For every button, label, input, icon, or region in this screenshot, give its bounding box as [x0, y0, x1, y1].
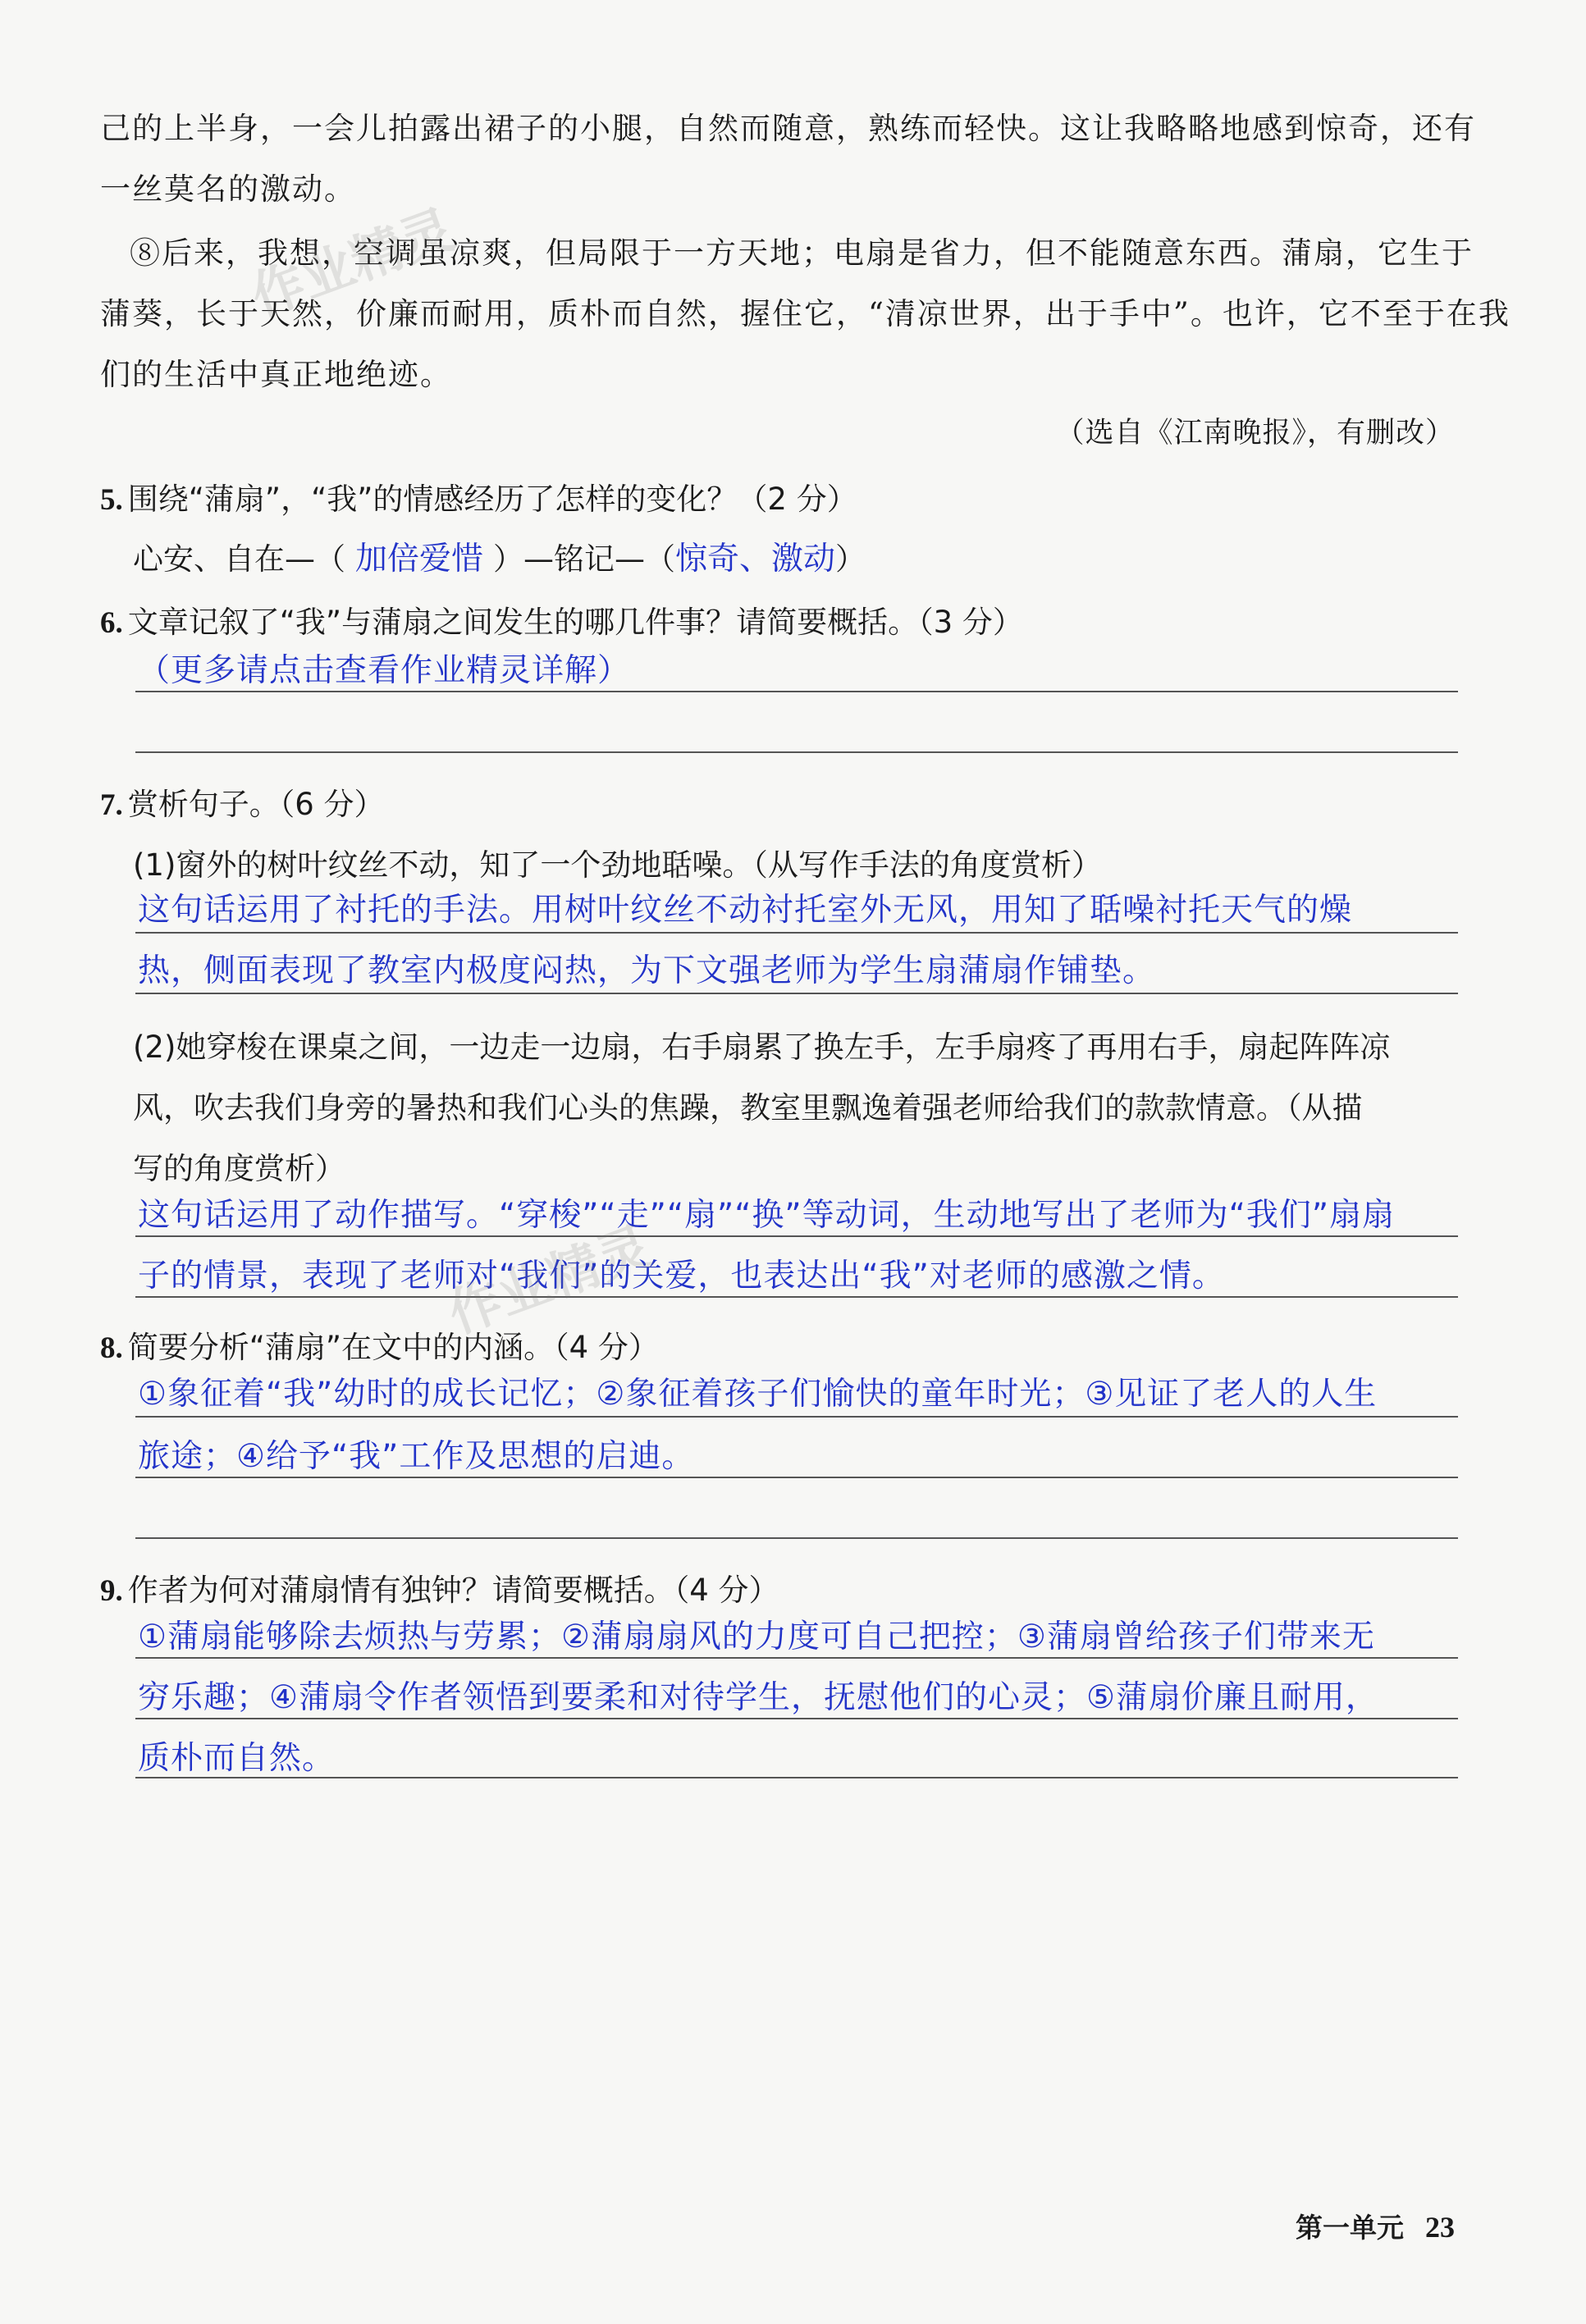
- answer-line-text: ①蒲扇能够除去烦热与劳累；②蒲扇扇风的力度可自己把控；③蒲扇曾给孩子们带来无: [138, 1619, 1375, 1655]
- question-text: 围绕“蒲扇”，“我”的情感经历了怎样的变化？（2 分）: [127, 482, 857, 517]
- question-number: 6.: [100, 606, 123, 640]
- answer-line: [135, 751, 1458, 753]
- question-6: [100, 597, 1023, 641]
- answer-line: [135, 1537, 1458, 1539]
- page-footer: [1296, 2207, 1455, 2245]
- answer-line-text: 穷乐趣；④蒲扇令作者领悟到要柔和对待学生，抚慰他们的心灵；⑤蒲扇价廉且耐用，: [138, 1679, 1378, 1716]
- source-citation: （选自《江南晚报》，有删改）: [1055, 417, 1455, 450]
- question-number: 5.: [100, 483, 123, 517]
- answer-line: [135, 691, 1458, 692]
- question-number: 7.: [100, 788, 123, 822]
- answer-prefix: 心安、自在—（: [133, 541, 345, 577]
- watermark: 作业精灵: [441, 1217, 659, 1346]
- answer-line: [135, 1657, 1458, 1659]
- question-7: [100, 779, 385, 824]
- answer-line: [135, 1416, 1458, 1418]
- question-text: 文章记叙了“我”与蒲扇之间发生的哪几件事？请简要概括。（3 分）: [127, 605, 1023, 640]
- question-8: [100, 1322, 659, 1367]
- answer-line-text: 质朴而自然。: [138, 1740, 336, 1777]
- answer-line: [135, 1235, 1458, 1237]
- question-number: 8.: [100, 1331, 123, 1365]
- answer-line: [135, 1477, 1458, 1478]
- answer-mid: ）—铭记—（: [493, 541, 676, 577]
- answer-line: [135, 1296, 1458, 1298]
- answer-line-text: 这句话运用了衬托的手法。用树叶纹丝不动衬托室外无风，用知了聒噪衬托天气的燥: [138, 892, 1353, 929]
- answer-line: [135, 993, 1458, 994]
- answer-suffix: ）: [835, 541, 866, 577]
- answer-fill-1: 加倍爱惜: [355, 541, 484, 578]
- watermark: 作业精灵: [244, 199, 462, 329]
- answer-line: [135, 1718, 1458, 1719]
- question-5: [100, 474, 857, 518]
- question-9: [100, 1565, 779, 1609]
- passage-line: 己的上半身，一会儿拍露出裙子的小腿，自然而随意，熟练而轻快。这让我略略地感到惊奇，还有: [100, 111, 1476, 146]
- answer-line: [135, 1777, 1458, 1778]
- question-7-sub-2-line: 风，吹去我们身旁的暑热和我们心头的焦躁，教室里飘逸着强老师给我们的款款情意。（从描: [133, 1090, 1363, 1125]
- answer-line-text: 这句话运用了动作描写。“穿梭”“走”“扇”“换”等动词，生动地写出了老师为“我们”扇扇: [138, 1197, 1396, 1234]
- question-text: 作者为何对蒲扇情有独钟？请简要概括。（4 分）: [127, 1573, 779, 1608]
- answer-fill-2: 惊奇、激动: [675, 541, 836, 578]
- answer-line: [135, 932, 1458, 934]
- question-7-sub-1: (1)窗外的树叶纹丝不动，知了一个劲地聒噪。（从写作手法的角度赏析）: [133, 847, 1102, 883]
- passage-line: 们的生活中真正地绝迹。: [100, 357, 452, 392]
- passage-line: 蒲葵，长于天然，价廉而耐用，质朴而自然，握住它，“清凉世界，出于手中”。也许，它不至于在我: [100, 296, 1511, 331]
- question-7-sub-2-line: (2)她穿梭在课桌之间，一边走一边扇，右手扇累了换左手，左手扇疼了再用右手，扇起阵阵凉: [133, 1030, 1391, 1065]
- question-text: 简要分析“蒲扇”在文中的内涵。（4 分）: [127, 1330, 659, 1365]
- page-number: 23: [1425, 2211, 1455, 2244]
- answer-line-text: 热，侧面表现了教室内极度闷热，为下文强老师为学生扇蒲扇作铺垫。: [138, 952, 1156, 989]
- answer-line-text: 旅途；④给予“我”工作及思想的启迪。: [138, 1438, 695, 1475]
- passage-line: 一丝莫名的激动。: [100, 171, 356, 207]
- question-text: 赏析句子。（6 分）: [127, 787, 385, 822]
- question-number: 9.: [100, 1574, 123, 1608]
- question-6-answer-link[interactable]: （更多请点击查看作业精灵详解）: [138, 652, 631, 689]
- question-5-answer-row: [133, 533, 866, 579]
- answer-line-text: 子的情景，表现了老师对“我们”的关爱，也表达出“我”对老师的感激之情。: [138, 1258, 1225, 1294]
- unit-label: 第一单元: [1296, 2212, 1404, 2244]
- passage-line: ⑧后来，我想，空调虽凉爽，但局限于一方天地；电扇是省力，但不能随意东西。蒲扇，它生于: [130, 235, 1474, 271]
- question-7-sub-2-line: 写的角度赏析）: [133, 1151, 345, 1186]
- answer-line-text: ①象征着“我”幼时的成长记忆；②象征着孩子们愉快的童年时光；③见证了老人的人生: [138, 1376, 1378, 1413]
